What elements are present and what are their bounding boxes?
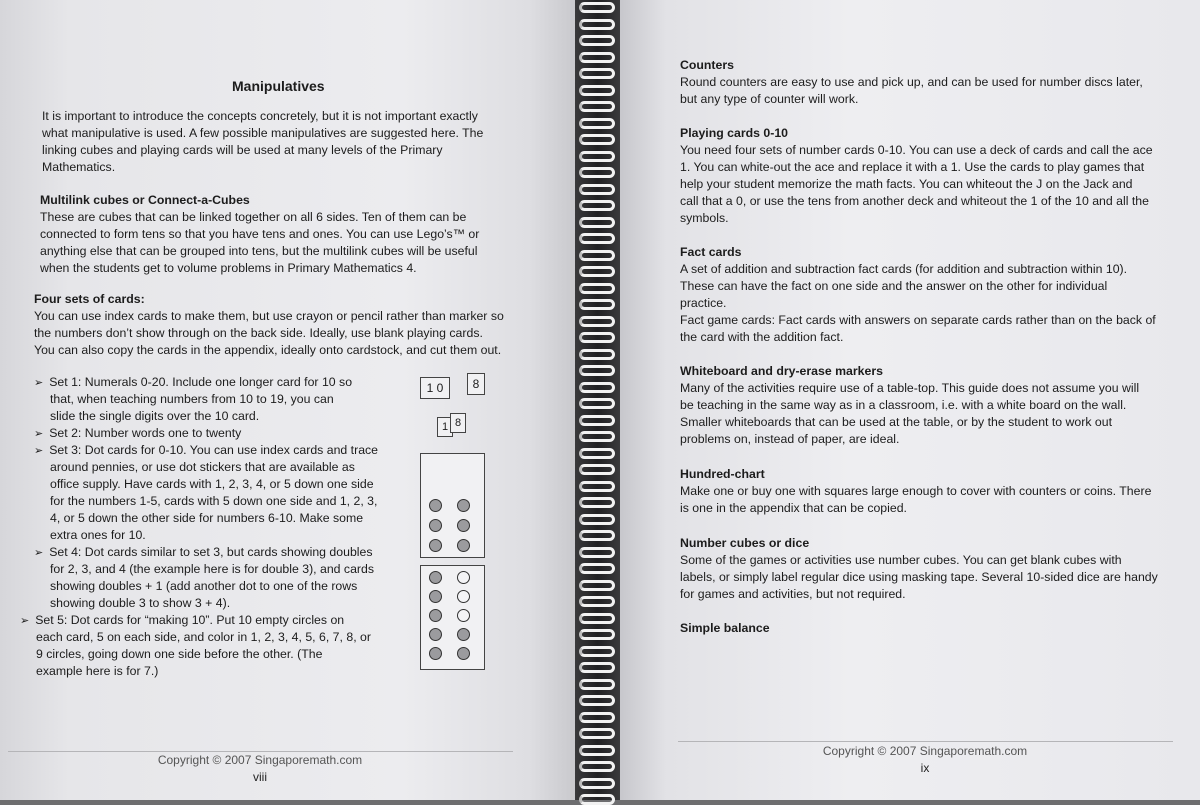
- spiral-coil: [579, 299, 615, 310]
- spiral-coil: [579, 398, 615, 409]
- set-item-continuation: [50, 578, 357, 595]
- multilink-heading: Multilink cubes or Connect-a-Cubes: [40, 193, 250, 207]
- left-footer: [110, 752, 410, 786]
- set-item-text: Set 3: Dot cards for 0-10. You can use index cards and trace: [49, 443, 379, 457]
- section-heading: Whiteboard and dry-erase markers: [680, 364, 883, 378]
- footer-rule: [678, 741, 1173, 742]
- spiral-coil: [579, 613, 615, 624]
- section-line: call that a 0, or use the tens from another deck and whiteout the 1 of the 10 and all the: [680, 194, 1149, 208]
- section-line: but any type of counter will work.: [680, 92, 859, 106]
- spiral-coil: [579, 217, 615, 228]
- set-item-continuation: [36, 663, 158, 680]
- spiral-coil: [579, 316, 615, 327]
- section-line: problems on, instead of paper, are ideal.: [680, 432, 900, 446]
- resource-section: [680, 125, 1180, 227]
- bullet-arrow-icon: ➢: [34, 547, 44, 559]
- section-heading: Counters: [680, 58, 734, 72]
- spiral-coil: [579, 365, 615, 376]
- section-line: You need four sets of number cards 0-10. You can use a deck of cards and call the ace: [680, 143, 1153, 157]
- resource-section: [680, 363, 1180, 448]
- set-item-text: Set 4: Dot cards similar to set 3, but cards showing doubles: [49, 545, 373, 559]
- spiral-coil: [579, 415, 615, 426]
- spiral-coil: [579, 167, 615, 178]
- intro-line: It is important to introduce the concepts concretely, but it is not important exactly: [42, 109, 478, 123]
- filled-dot: [457, 519, 470, 532]
- dot-card-double-three: [420, 453, 485, 558]
- section-heading: Fact cards: [680, 245, 742, 259]
- copyright-text: Copyright © 2007 Singaporemath.com: [822, 744, 1028, 758]
- right-page: [620, 0, 1200, 800]
- set-item-text: Set 1: Numerals 0-20. Include one longer card for 10 so: [49, 375, 353, 389]
- spiral-coil: [579, 530, 615, 541]
- spiral-coil: [579, 200, 615, 211]
- set-item-continuation: [50, 476, 374, 493]
- spiral-coil: [579, 464, 615, 475]
- set-item-continuation: [50, 408, 259, 425]
- set-item-continuation: [50, 493, 377, 510]
- spiral-coil: [579, 233, 615, 244]
- spiral-coil: [579, 497, 615, 508]
- set-item-continuation: [50, 527, 146, 544]
- spiral-coil: [579, 118, 615, 129]
- left-page: [0, 0, 575, 800]
- section-line: labels, or simply label regular dice using masking tape. Several 10-sided dice are handy: [680, 570, 1158, 584]
- set-item-continuation: [50, 595, 230, 612]
- spiral-coil: [579, 448, 615, 459]
- cards-line: You can also copy the cards in the appendix, ideally onto cardstock, and cut them out.: [34, 343, 502, 357]
- set-item-text: 4, or 5 down the other side for numbers 6-10. Make some: [50, 511, 364, 525]
- filled-dot: [429, 539, 442, 552]
- set-item-continuation: [50, 391, 334, 408]
- copyright-text: Copyright © 2007 Singaporemath.com: [157, 753, 363, 767]
- spiral-binding: [575, 0, 620, 800]
- spiral-coil: [579, 283, 615, 294]
- multilink-line: when the students get to volume problems in Primary Mathematics 4.: [40, 261, 417, 275]
- set-item-text: office supply. Have cards with 1, 2, 3, 4, or 5 down one side: [50, 477, 374, 491]
- resource-section: [680, 244, 1180, 346]
- filled-dot: [429, 499, 442, 512]
- intro-line: Mathematics.: [42, 160, 116, 174]
- set-item-text: each card, 5 on each side, and color in 1, 2, 3, 4, 5, 6, 7, 8, or: [36, 630, 371, 644]
- section-line: Smaller whiteboards that can be used at the table, or by the student to work out: [680, 415, 1113, 429]
- cards-heading: Four sets of cards:: [34, 292, 145, 306]
- section-line: Round counters are easy to use and pick up, and can be used for number discs later,: [680, 75, 1143, 89]
- set-item-text: Set 5: Dot cards for “making 10”. Put 10 empty circles on: [35, 613, 345, 627]
- set-item-text: showing double 3 to show 3 + 4).: [50, 596, 231, 610]
- page-number: ix: [920, 761, 930, 775]
- section-heading: Hundred-chart: [680, 467, 765, 481]
- section-line: be teaching in the same way as in a classroom, i.e. with a white board on the wall.: [680, 398, 1127, 412]
- spiral-coil: [579, 134, 615, 145]
- filled-dot: [457, 628, 470, 641]
- set-item-text: Set 2: Number words one to twenty: [49, 426, 242, 440]
- section-line: Some of the games or activities use number cubes. You can get blank cubes with: [680, 553, 1122, 567]
- spiral-coil: [579, 514, 615, 525]
- section-line: help your student memorize the math facts. You can whiteout the J on the Jack and: [680, 177, 1133, 191]
- spiral-coil: [579, 596, 615, 607]
- spiral-coil: [579, 580, 615, 591]
- spiral-coil: [579, 646, 615, 657]
- multilink-line: connected to form tens so that you have tens and ones. You can use Lego’s™ or: [40, 227, 480, 241]
- spiral-coil: [579, 728, 615, 739]
- filled-dot: [429, 571, 442, 584]
- resource-section: [680, 535, 1180, 603]
- spiral-coil: [579, 629, 615, 640]
- spiral-coil: [579, 52, 615, 63]
- set-item-text: extra ones for 10.: [50, 528, 146, 542]
- intro-paragraph: [42, 108, 512, 176]
- set-item-text: showing doubles + 1 (add another dot to one of the rows: [50, 579, 358, 593]
- resource-section: [680, 57, 1180, 108]
- spiral-coil: [579, 349, 615, 360]
- filled-dot: [429, 519, 442, 532]
- section-line: Many of the activities require use of a table-top. This guide does not assume you will: [680, 381, 1140, 395]
- eight-overlay-label: 8: [454, 417, 462, 429]
- spiral-coil: [579, 712, 615, 723]
- filled-dot: [429, 647, 442, 660]
- set-item-text: around pennies, or use dot stickers that are available as: [50, 460, 355, 474]
- section-line: practice.: [680, 296, 727, 310]
- spiral-coil: [579, 151, 615, 162]
- section-line: 1. You can white-out the ace and replace it with a 1. Use the cards to play games that: [680, 160, 1145, 174]
- cards-section: [34, 291, 544, 359]
- set-item-continuation: [50, 510, 363, 527]
- cards-line: the numbers don’t show through on the back side. Ideally, use blank playing cards.: [34, 326, 483, 340]
- filled-dot: [457, 647, 470, 660]
- eight-overlay-card: [450, 413, 466, 433]
- spiral-coil: [579, 481, 615, 492]
- filled-dot: [429, 609, 442, 622]
- spiral-coil: [579, 695, 615, 706]
- page-number: viii: [253, 770, 267, 784]
- set-item-continuation: [36, 629, 371, 646]
- spiral-coil: [579, 35, 615, 46]
- empty-dot: [457, 590, 470, 603]
- ten-card-label: 1 0: [426, 381, 444, 395]
- section-line: A set of addition and subtraction fact cards (for addition and subtraction within 10).: [680, 262, 1128, 276]
- filled-dot: [429, 628, 442, 641]
- eight-card: [467, 373, 485, 395]
- spiral-coil: [579, 547, 615, 558]
- spiral-coil: [579, 679, 615, 690]
- section-line: Make one or buy one with squares large enough to cover with counters or coins. There: [680, 484, 1152, 498]
- spiral-coil: [579, 2, 615, 13]
- section-heading: Simple balance: [680, 621, 770, 635]
- spiral-coil: [579, 778, 615, 789]
- empty-dot: [457, 571, 470, 584]
- resource-section: [680, 620, 1180, 637]
- page-title: Manipulatives: [232, 78, 325, 94]
- one-card-label: 1: [441, 421, 449, 433]
- set-item-text: that, when teaching numbers from 10 to 19, you can: [50, 392, 334, 406]
- multilink-section: [40, 192, 520, 277]
- set-item: [34, 442, 378, 460]
- spiral-coil: [579, 85, 615, 96]
- intro-line: what manipulative is used. A few possible manipulatives are suggested here. The: [42, 126, 484, 140]
- ten-card: [420, 377, 450, 399]
- spiral-coil: [579, 250, 615, 261]
- spiral-coil: [579, 662, 615, 673]
- set-item: [34, 544, 373, 562]
- set-item: [34, 425, 241, 443]
- set-item-text: example here is for 7.): [36, 664, 159, 678]
- right-footer: [775, 743, 1075, 777]
- spiral-coil: [579, 431, 615, 442]
- filled-dot: [457, 539, 470, 552]
- spiral-coil: [579, 332, 615, 343]
- section-line: These can have the fact on one side and the answer on the other for individual: [680, 279, 1108, 293]
- set-item-text: slide the single digits over the 10 card.: [50, 409, 260, 423]
- cards-line: You can use index cards to make them, but use crayon or pencil rather than marker so: [34, 309, 504, 323]
- section-line: the card with the addition fact.: [680, 330, 844, 344]
- set-item-continuation: [50, 459, 355, 476]
- dot-card-making-ten: [420, 565, 485, 670]
- bullet-arrow-icon: ➢: [34, 377, 44, 389]
- section-heading: Number cubes or dice: [680, 536, 810, 550]
- set-item: [20, 612, 344, 630]
- multilink-line: anything else that can be grouped into tens, but the multilink cubes will be useful: [40, 244, 478, 258]
- section-line: Fact game cards: Fact cards with answers on separate cards rather than on the back of: [680, 313, 1156, 327]
- filled-dot: [457, 499, 470, 512]
- set-item-text: for the numbers 1-5, cards with 5 down one side and 1, 2, 3,: [50, 494, 378, 508]
- section-line: is one in the appendix that can be copied.: [680, 501, 907, 515]
- filled-dot: [429, 590, 442, 603]
- resource-section: [680, 466, 1180, 517]
- section-line: symbols.: [680, 211, 729, 225]
- intro-line: linking cubes and playing cards will be used at many levels of the Primary: [42, 143, 443, 157]
- set-item-continuation: [50, 561, 374, 578]
- spiral-coil: [579, 563, 615, 574]
- set-item-text: for 2, 3, and 4 (the example here is for double 3), and cards: [50, 562, 375, 576]
- spiral-coil: [579, 68, 615, 79]
- spiral-coil: [579, 266, 615, 277]
- set-item: [34, 374, 352, 392]
- section-heading: Playing cards 0-10: [680, 126, 788, 140]
- set-item-text: 9 circles, going down one side before the other. (The: [36, 647, 323, 661]
- multilink-line: These are cubes that can be linked together on all 6 sides. Ten of them can be: [40, 210, 467, 224]
- set-item-continuation: [36, 646, 322, 663]
- empty-dot: [457, 609, 470, 622]
- spiral-coil: [579, 745, 615, 756]
- spiral-coil: [579, 382, 615, 393]
- spiral-coil: [579, 101, 615, 112]
- bullet-arrow-icon: ➢: [20, 615, 30, 627]
- spiral-coil: [579, 184, 615, 195]
- bullet-arrow-icon: ➢: [34, 428, 44, 440]
- eight-card-label: 8: [472, 377, 480, 391]
- bullet-arrow-icon: ➢: [34, 445, 44, 457]
- spiral-coil: [579, 761, 615, 772]
- section-line: for games and activities, but not required.: [680, 587, 906, 601]
- spiral-coil: [579, 19, 615, 30]
